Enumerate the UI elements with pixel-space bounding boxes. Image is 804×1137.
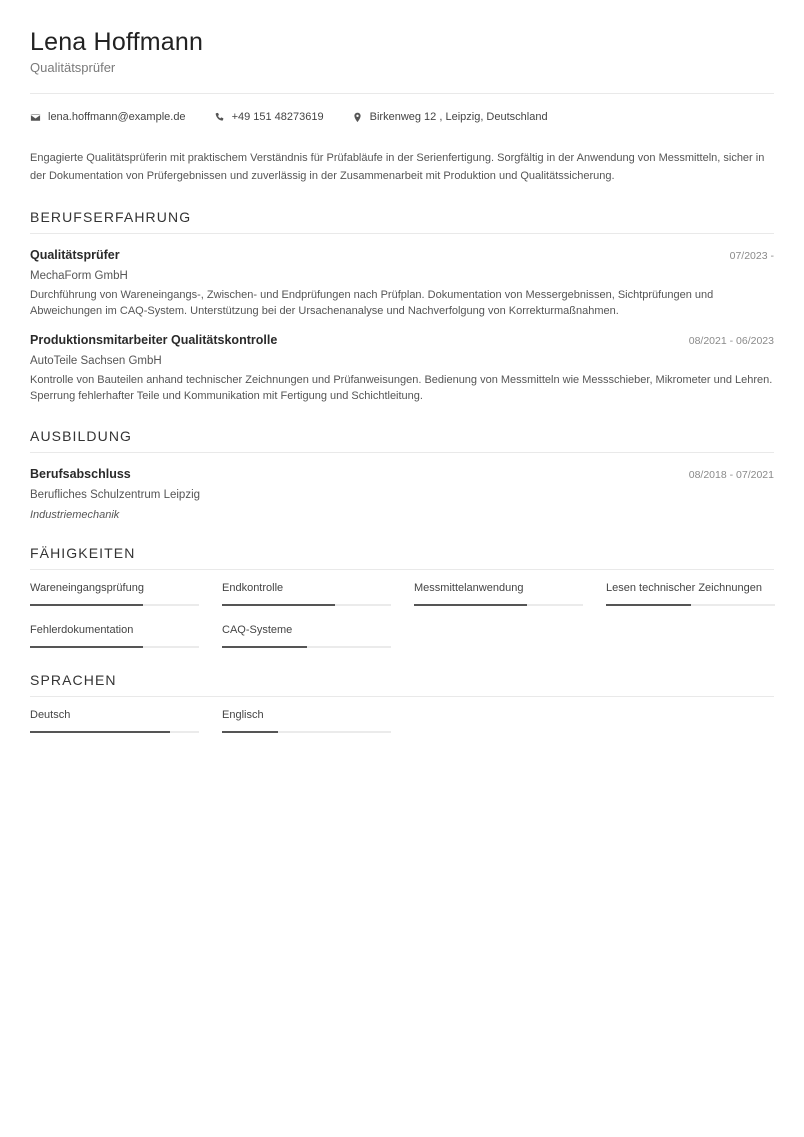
experience-entry	[30, 333, 774, 404]
skill-level-fill	[30, 646, 143, 648]
language-level-bar	[30, 731, 199, 733]
education-date: 08/2018 - 07/2021	[688, 469, 774, 481]
skill-name: CAQ-Systeme	[222, 624, 293, 636]
email-text: lena.hoffmann@example.de	[48, 111, 186, 123]
languages-heading: SPRACHEN	[30, 672, 117, 688]
language-level-bar	[222, 731, 391, 733]
skill-name: Lesen technischer Zeichnungen	[606, 582, 762, 594]
skill-item	[606, 582, 775, 606]
phone-icon	[214, 112, 225, 123]
skill-item	[30, 624, 199, 648]
skill-level-fill	[606, 604, 691, 606]
skill-level-bar	[30, 604, 199, 606]
skill-name: Endkontrolle	[222, 582, 284, 594]
degree-title: Berufsabschluss	[30, 467, 131, 481]
language-name: Englisch	[222, 709, 264, 721]
person-name: Lena Hoffmann	[30, 28, 204, 56]
person-title: Qualitätsprüfer	[30, 60, 116, 75]
skills-divider	[30, 569, 774, 570]
skill-level-fill	[222, 604, 335, 606]
skill-item	[222, 582, 391, 606]
contact-phone[interactable]	[214, 111, 324, 123]
skills-grid	[30, 582, 774, 648]
company-name: AutoTeile Sachsen GmbH	[30, 355, 162, 367]
skill-level-fill	[414, 604, 527, 606]
mail-icon	[30, 112, 41, 123]
skill-level-fill	[30, 604, 143, 606]
language-name: Deutsch	[30, 709, 71, 721]
languages-grid	[30, 709, 774, 733]
skill-item	[222, 624, 391, 648]
job-description: Kontrolle von Bauteilen anhand technischer Zeichnungen und Prüfanweisungen. Bedienung von Messmitteln wie Messschieber, Mikrometer und Lehren. Sperrung fehlerhafter Teile und Kommunikation mit Fertigung und Schichtleitung.	[30, 374, 773, 402]
skill-level-bar	[414, 604, 583, 606]
school-name: Berufliches Schulzentrum Leipzig	[30, 489, 201, 501]
skill-level-fill	[222, 646, 307, 648]
languages-divider	[30, 696, 774, 697]
job-description: Durchführung von Wareneingangs-, Zwischen- und Endprüfungen nach Prüfplan. Dokumentation von Messergebnissen, Sichtprüfungen und Abweichungen im CAQ-System. Unterstützung bei der Ursachenanalyse und Nachverfolgung von Korrekturmaßnahmen.	[30, 289, 714, 317]
skill-level-bar	[606, 604, 775, 606]
contact-row	[30, 111, 774, 123]
skill-name: Messmittelanwendung	[414, 582, 524, 594]
profile-summary: Engagierte Qualitätsprüferin mit praktischem Verständnis für Prüfabläufe in der Serienfertigung. Sorgfältig in der Anwendung von Messmitteln, sicher in der Dokumentation von Prüfergebnissen und zuverlässig in der Zusammenarbeit mit Produktion und Qualitätssicherung.	[30, 152, 765, 182]
job-date: 07/2023 -	[729, 250, 774, 262]
job-date: 08/2021 - 06/2023	[688, 335, 774, 347]
language-item	[222, 709, 391, 733]
skill-name: Wareneingangsprüfung	[30, 582, 144, 594]
education-heading: AUSBILDUNG	[30, 428, 133, 444]
contact-address	[352, 111, 548, 123]
company-name: MechaForm GmbH	[30, 270, 128, 282]
field-of-study: Industriemechanik	[30, 509, 120, 521]
language-level-fill	[222, 731, 278, 733]
address-text: Birkenweg 12 , Leipzig, Deutschland	[369, 111, 548, 123]
skill-level-bar	[222, 604, 391, 606]
skills-heading: FÄHIGKEITEN	[30, 545, 136, 561]
experience-heading: BERUFSERFAHRUNG	[30, 209, 192, 225]
skill-name: Fehlerdokumentation	[30, 624, 134, 636]
language-item	[30, 709, 199, 733]
phone-text: +49 151 48273619	[231, 111, 324, 123]
experience-entry	[30, 248, 774, 319]
skill-level-bar	[222, 646, 391, 648]
skill-level-bar	[30, 646, 199, 648]
skill-item	[30, 582, 199, 606]
location-pin-icon	[352, 112, 363, 123]
contact-email[interactable]	[30, 111, 186, 123]
education-entry	[30, 467, 774, 521]
job-title: Qualitätsprüfer	[30, 248, 120, 262]
job-title: Produktionsmitarbeiter Qualitätskontrolle	[30, 333, 278, 347]
language-level-fill	[30, 731, 170, 733]
education-divider	[30, 452, 774, 453]
experience-divider	[30, 233, 774, 234]
skill-item	[414, 582, 583, 606]
header-divider	[30, 93, 774, 94]
